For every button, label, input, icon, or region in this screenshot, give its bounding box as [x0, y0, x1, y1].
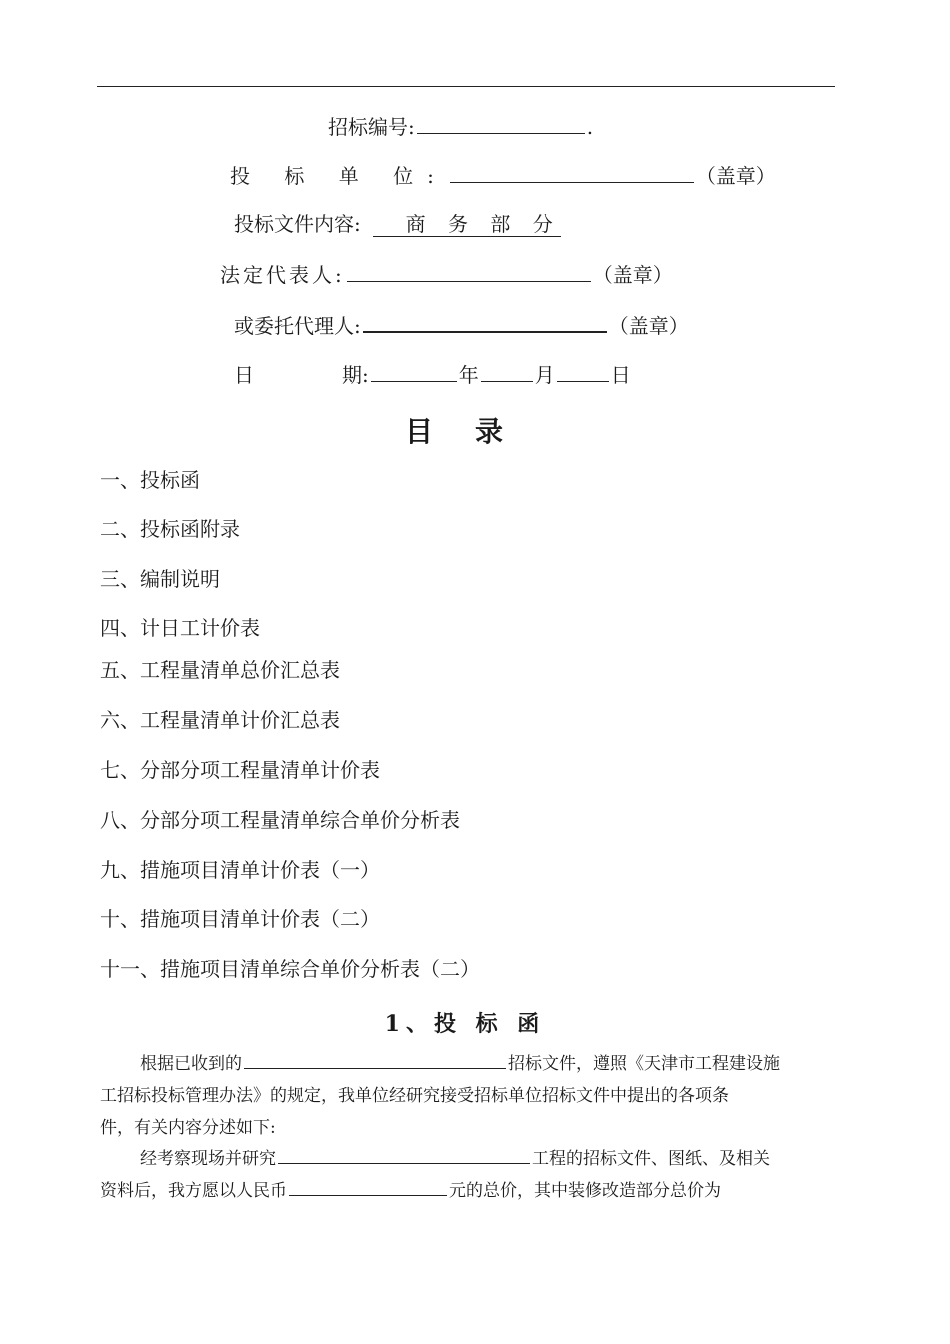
- header-rule: [97, 86, 835, 87]
- agent-label: 或委托代理人:: [234, 314, 361, 338]
- bid-letter-paragraph-1: [100, 1048, 830, 1144]
- content-label: 投标文件内容:: [234, 212, 361, 236]
- toc-title: 目录: [404, 415, 545, 448]
- content-value: 商 务 部 分: [373, 212, 561, 237]
- toc-item[interactable]: 八、分部分项工程量清单综合单价分析表: [100, 808, 460, 832]
- para2-row1: [100, 1143, 830, 1175]
- bidder-label: 投 标 单 位:: [230, 164, 448, 188]
- bidder-blank[interactable]: [450, 162, 694, 183]
- para1-row2: 工招标投标管理办法》的规定，我单位经研究接受招标单位招标文件中提出的各项条: [100, 1086, 729, 1106]
- toc-item[interactable]: 十一、措施项目清单综合单价分析表（二）: [100, 957, 480, 981]
- month-blank[interactable]: [481, 361, 533, 382]
- toc-item[interactable]: 三、编制说明: [100, 567, 220, 591]
- para1-text-b: 招标文件，遵照《天津市工程建设施: [508, 1054, 780, 1074]
- tender-doc-blank[interactable]: [244, 1051, 506, 1069]
- day-label: 日: [610, 363, 631, 387]
- legal-rep-label: 法定代表人:: [220, 263, 345, 287]
- content-line: [234, 212, 561, 237]
- project-name-blank[interactable]: [278, 1146, 530, 1164]
- total-price-blank[interactable]: [289, 1178, 447, 1196]
- agent-seal: （盖章）: [608, 314, 689, 338]
- para2-row2: [100, 1175, 830, 1207]
- month-label: 月: [534, 363, 555, 387]
- legal-rep-line: [220, 261, 673, 287]
- para2-text-a: 经考察现场并研究: [140, 1149, 276, 1169]
- para2-text-b: 工程的招标文件、图纸、及相关: [532, 1149, 770, 1169]
- para1-row3: 件，有关内容分述如下:: [100, 1118, 276, 1138]
- toc-item[interactable]: 九、措施项目清单计价表（一）: [100, 858, 380, 882]
- bidder-seal: （盖章）: [695, 164, 776, 188]
- toc-item[interactable]: 四、计日工计价表: [100, 616, 260, 640]
- bid-number-label: 招标编号:: [328, 115, 415, 139]
- agent-line: [234, 311, 689, 338]
- toc-item[interactable]: 十、措施项目清单计价表（二）: [100, 907, 380, 931]
- agent-blank[interactable]: [363, 311, 607, 333]
- para2-text-d: 元的总价，其中装修改造部分总价为: [449, 1181, 721, 1201]
- day-blank[interactable]: [557, 361, 609, 382]
- date-label-a: 日: [234, 363, 254, 387]
- bidder-line: [230, 162, 776, 188]
- para1-row1: [100, 1048, 830, 1080]
- bid-letter-title: 1、投 标 函: [384, 1011, 546, 1037]
- legal-rep-blank[interactable]: [347, 261, 591, 282]
- toc-item[interactable]: 五、工程量清单总价汇总表: [100, 658, 340, 682]
- bid-number-blank[interactable]: [417, 113, 585, 134]
- year-blank[interactable]: [371, 361, 457, 382]
- toc-item[interactable]: 六、工程量清单计价汇总表: [100, 708, 340, 732]
- date-line: [234, 361, 631, 387]
- para2-text-c: 资料后，我方愿以人民币: [100, 1181, 287, 1201]
- toc-item[interactable]: 一、投标函: [100, 468, 200, 492]
- toc-item[interactable]: 二、投标函附录: [100, 517, 240, 541]
- toc-item[interactable]: 七、分部分项工程量清单计价表: [100, 758, 380, 782]
- bid-letter-paragraph-2: [100, 1143, 830, 1207]
- year-label: 年: [458, 363, 479, 387]
- bid-number-suffix: .: [586, 115, 594, 139]
- bid-number-line: [328, 113, 593, 139]
- date-label-b: 期:: [342, 363, 369, 387]
- legal-rep-seal: （盖章）: [592, 263, 673, 287]
- para1-text-a: 根据已收到的: [140, 1054, 242, 1074]
